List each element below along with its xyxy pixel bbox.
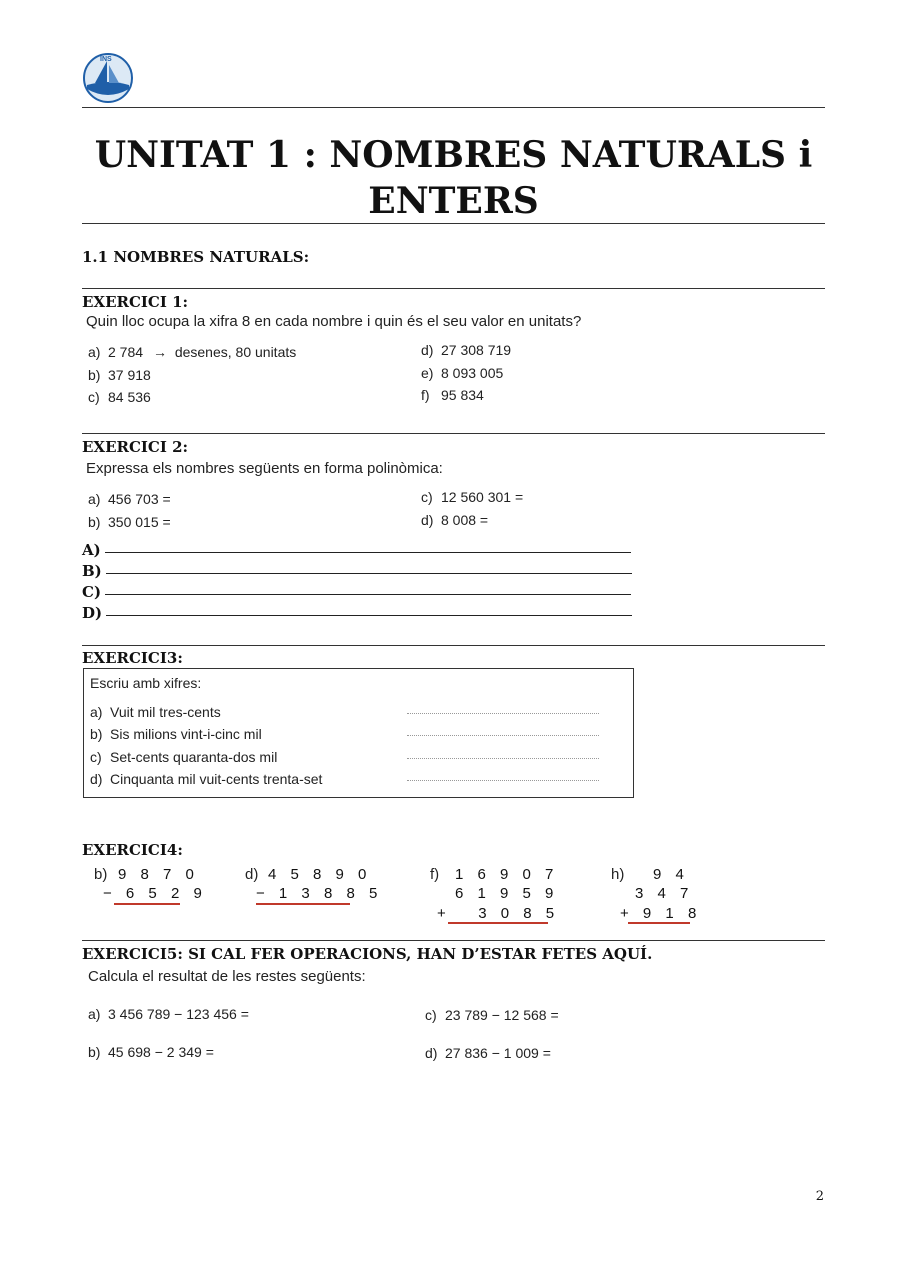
ex3-heading: EXERCICI3: (82, 649, 183, 667)
section-heading: 1.1 NOMBRES NATURALS: (82, 248, 310, 266)
header-rule (82, 107, 825, 108)
ex4-op-b-row2: − 6 5 2 9 (103, 885, 207, 902)
ex1-heading: EXERCICI 1: (82, 293, 189, 311)
ex1-rule (82, 288, 825, 289)
ex4-op-h-row3: + 9 1 8 (620, 905, 702, 922)
ex4-op-f-label: f) (430, 866, 440, 883)
ex5-item-c: c) 23 789 − 12 568 = (425, 1007, 559, 1023)
ex5-rule (82, 940, 825, 941)
ex4-op-d-row1: 4 5 8 9 0 (268, 866, 372, 883)
ex1-item-e: e) 8 093 005 (421, 365, 504, 381)
ex3-instruction: Escriu amb xifres: (90, 675, 202, 691)
answer-line-a[interactable]: A) (82, 541, 631, 559)
ex3-answer-line-a[interactable] (407, 712, 599, 714)
ex1-item-f: f) 95 834 (421, 387, 484, 403)
ex2-item-c: c) 12 560 301 = (421, 489, 524, 505)
ex2-item-a: a) 456 703 = (88, 491, 171, 507)
ex3-item-a: a) Vuit mil tres-cents (90, 704, 221, 720)
ex5-item-d: d) 27 836 − 1 009 = (425, 1045, 551, 1061)
ex3-item-c: c) Set-cents quaranta-dos mil (90, 749, 278, 765)
title-line-2: ENTERS (368, 180, 539, 222)
title-rule (82, 223, 825, 224)
ex3-item-b: b) Sis milions vint-i-cinc mil (90, 726, 262, 742)
answer-line-d[interactable]: D) (82, 604, 632, 622)
logo-text-top: INS (100, 56, 112, 63)
ex4-op-f-row2: 6 1 9 5 9 (455, 885, 559, 902)
ex1-instruction: Quin lloc ocupa la xifra 8 en cada nombre i quin és el seu valor en unitats? (86, 313, 582, 330)
ex4-op-f-row1: 1 6 9 0 7 (455, 866, 559, 883)
ex3-item-d: d) Cinquanta mil vuit-cents trenta-set (90, 771, 323, 787)
ex4-op-b-row1: 9 8 7 0 (118, 866, 199, 883)
ex4-op-b-label: b) (94, 866, 108, 883)
ex3-answer-line-d[interactable] (407, 779, 599, 781)
ex3-answer-line-c[interactable] (407, 757, 599, 759)
ex2-item-d: d) 8 008 = (421, 512, 489, 528)
ex3-rule (82, 645, 825, 646)
ex1-item-d: d) 27 308 719 (421, 342, 512, 358)
ex2-rule (82, 433, 825, 434)
ex1-item-c: c) 84 536 (88, 389, 151, 405)
answer-line-c[interactable]: C) (82, 583, 631, 601)
ex4-op-d-row2: − 1 3 8 8 5 (256, 885, 383, 902)
ex2-instruction: Expressa els nombres següents en forma polinòmica: (86, 460, 443, 477)
ex4-op-d-underline (256, 903, 350, 905)
page-title (82, 132, 825, 224)
ins-llanca-logo (83, 53, 133, 103)
ex4-op-f-underline (448, 922, 548, 924)
ex4-op-h-underline (628, 922, 690, 924)
ex4-op-b-underline (114, 903, 180, 905)
ex3-answer-line-b[interactable] (407, 734, 599, 736)
ex4-op-d-label: d) (245, 866, 259, 883)
ex1-item-b: b) 37 918 (88, 367, 151, 383)
ex5-heading: EXERCICI5: SI CAL FER OPERACIONS, HAN D’ESTAR FETES AQUÍ. (82, 945, 653, 963)
title-line-1: UNITAT 1 : NOMBRES NATURALS i (94, 134, 813, 176)
answer-line-b[interactable]: B) (82, 562, 632, 580)
ex4-op-h-label: h) (611, 866, 625, 883)
ex4-op-h-row1: 9 4 (653, 866, 689, 883)
page-number: 2 (815, 1189, 824, 1204)
ex4-heading: EXERCICI4: (82, 841, 183, 859)
arrow-icon: → (152, 344, 167, 360)
ex5-item-a: a) 3 456 789 − 123 456 = (88, 1006, 249, 1022)
ex4-op-h-row2: 3 4 7 (635, 885, 694, 902)
ex2-heading: EXERCICI 2: (82, 438, 189, 456)
ex5-item-b: b) 45 698 − 2 349 = (88, 1044, 214, 1060)
ex1-item-a: a) 2 784 → desenes, 80 unitats (88, 344, 297, 360)
ex2-item-b: b) 350 015 = (88, 514, 171, 530)
ex4-op-f-row3: + 3 0 8 5 (437, 905, 560, 922)
ex5-instruction: Calcula el resultat de les restes següents: (88, 968, 366, 985)
ex3-box (83, 668, 634, 798)
